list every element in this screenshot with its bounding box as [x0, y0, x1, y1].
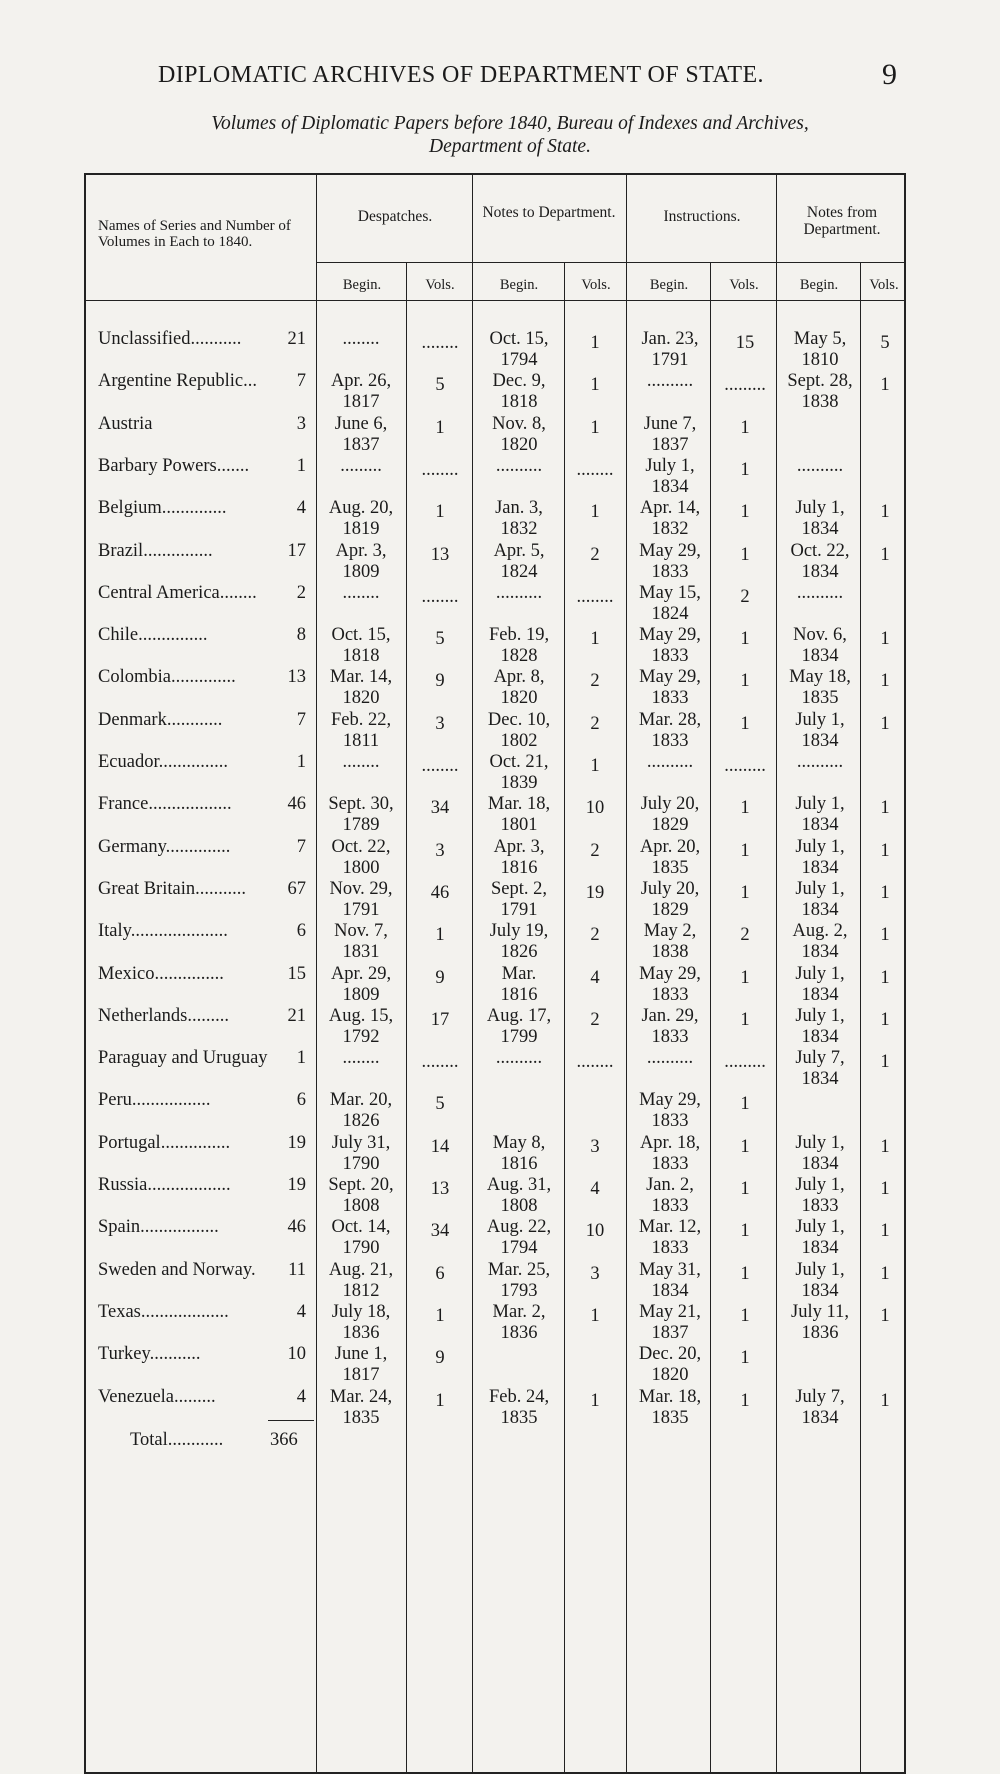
volume-count: 15 [287, 963, 306, 984]
notes-from-vols: 1 [880, 798, 890, 819]
notes-to-vols: 1 [590, 1305, 600, 1326]
notes-from-begin: .......... [796, 582, 844, 603]
instructions-begin: May 2, 1838 [643, 921, 697, 963]
instructions-vols: 1 [740, 671, 750, 692]
notes-to-vols: 2 [590, 544, 600, 565]
notes-from-begin: May 5, 1810 [793, 329, 847, 370]
despatches-begin: Apr. 3, 1809 [335, 540, 387, 582]
table-row [0, 1090, 1000, 1132]
instructions-vols: 1 [740, 1263, 750, 1284]
despatches-begin: Nov. 29, 1791 [329, 878, 393, 920]
despatches-vols: 6 [435, 1263, 445, 1284]
notes-to-begin: Nov. 8, 1820 [492, 413, 546, 455]
volume-count: 17 [287, 540, 306, 561]
despatches-vols: 3 [435, 840, 445, 861]
table-row [0, 1175, 1000, 1217]
instructions-begin: May 29, 1833 [639, 963, 701, 1005]
notes-to-vols: ........ [576, 586, 614, 607]
volume-count: 2 [296, 582, 306, 603]
notes-to-begin: Feb. 24, 1835 [488, 1386, 550, 1428]
caption-line-2: Department of State. [429, 136, 591, 157]
table-row [0, 371, 1000, 413]
instructions-vols: 1 [740, 417, 750, 438]
volume-count: 1 [296, 752, 306, 772]
despatches-vols: 34 [430, 1221, 450, 1242]
volume-count: 1 [296, 1048, 306, 1069]
instructions-vols: 1 [740, 544, 750, 565]
despatches-vols: 1 [435, 1390, 445, 1411]
despatches-vols: 5 [435, 375, 445, 396]
volume-count: 1 [296, 455, 306, 476]
notes-to-begin: Mar. 25, 1793 [487, 1259, 551, 1301]
instructions-vols: 1 [740, 713, 750, 734]
sub-vols: Vols. [581, 277, 611, 293]
notes-to-vols: 10 [585, 798, 605, 819]
volume-count: 7 [296, 709, 306, 730]
volume-count: 8 [296, 625, 306, 646]
notes-to-vols: ........ [576, 459, 614, 480]
table-row [0, 456, 1000, 498]
table-row [0, 1217, 1000, 1259]
instructions-begin: July 1, 1834 [645, 455, 695, 497]
instructions-begin: .......... [646, 371, 694, 392]
instructions-begin: Mar. 28, 1833 [638, 709, 702, 751]
notes-from-vols: 1 [880, 840, 890, 861]
notes-from-vols: 1 [880, 967, 890, 988]
series-label: Great Britain........... [98, 878, 246, 899]
notes-to-begin: July 19, 1826 [489, 921, 549, 963]
notes-from-vols: 1 [880, 882, 890, 903]
notes-from-vols: 1 [880, 1009, 890, 1030]
despatches-vols: 14 [430, 1136, 450, 1157]
despatches-begin: Sept. 30, 1789 [328, 794, 394, 836]
series-label: Paraguay and Uruguay [98, 1048, 268, 1069]
sub-vols: Vols. [425, 277, 455, 293]
table-row [0, 1048, 1000, 1090]
notes-to-begin: Aug. 22, 1794 [486, 1217, 552, 1259]
series-label: Denmark............ [98, 709, 223, 730]
series-label: Portugal............... [98, 1132, 231, 1153]
sub-vols: Vols. [729, 277, 759, 293]
volume-count: 7 [296, 371, 306, 392]
notes-from-begin: .......... [796, 455, 844, 476]
notes-from-vols: 1 [880, 1052, 890, 1073]
notes-to-begin: Sept. 2, 1791 [490, 878, 547, 920]
series-label: Netherlands......... [98, 1005, 230, 1026]
series-label: Ecuador............... [98, 752, 228, 772]
series-label: Mexico............... [98, 963, 224, 984]
volume-count: 21 [287, 329, 306, 349]
despatches-vols: 1 [435, 1305, 445, 1326]
series-label: Turkey........... [98, 1344, 201, 1365]
despatches-begin: June 1, 1817 [334, 1344, 388, 1386]
despatches-vols: ........ [421, 1052, 459, 1073]
table-row [0, 329, 1000, 371]
despatches-begin: Oct. 15, 1818 [331, 625, 391, 667]
notes-to-begin: May 8, 1816 [492, 1132, 546, 1174]
table-row [0, 498, 1000, 540]
rule-subheader [316, 262, 906, 263]
notes-to-begin: .......... [495, 582, 543, 603]
notes-from-begin: July 11, 1836 [791, 1301, 849, 1343]
caption-line-1: Volumes of Diplomatic Papers before 1840, Bureau of Indexes and Archives, [211, 113, 809, 134]
table-row [0, 1133, 1000, 1175]
table-row [0, 1344, 1000, 1386]
notes-to-begin: Dec. 9, 1818 [492, 371, 546, 413]
notes-to-vols: 2 [590, 925, 600, 946]
despatches-begin: July 31, 1790 [331, 1132, 391, 1174]
instructions-vols: 1 [740, 1390, 750, 1411]
despatches-begin: Sept. 20, 1808 [328, 1175, 394, 1216]
despatches-begin: Apr. 26, 1817 [330, 371, 392, 413]
page-number: 9 [882, 58, 897, 91]
notes-to-vols: 1 [590, 502, 600, 523]
series-label: Sweden and Norway. [98, 1259, 256, 1280]
series-label: Argentine Republic... [98, 371, 257, 392]
instructions-vols: 15 [735, 333, 755, 353]
notes-from-vols: 1 [880, 544, 890, 565]
table-caption [100, 112, 920, 158]
despatches-vols: 1 [435, 502, 445, 523]
despatches-vols: ........ [421, 459, 459, 480]
instructions-vols: 1 [740, 1136, 750, 1157]
instructions-begin: .......... [646, 1048, 694, 1069]
notes-to-vols: 3 [590, 1263, 600, 1284]
instructions-vols: 1 [740, 502, 750, 523]
despatches-vols: 1 [435, 417, 445, 438]
despatches-vols: 5 [435, 1094, 445, 1115]
notes-from-begin: Sept. 28, 1838 [787, 371, 853, 413]
despatches-begin: Mar. 14, 1820 [329, 667, 393, 709]
instructions-vols: 1 [740, 629, 750, 650]
notes-to-begin: Oct. 21, 1839 [489, 752, 549, 793]
notes-from-begin: July 1, 1834 [795, 878, 845, 920]
despatches-begin: ........ [342, 582, 380, 603]
despatches-vols: 17 [430, 1009, 450, 1030]
series-label: Unclassified........... [98, 329, 242, 349]
series-label: Venezuela......... [98, 1386, 216, 1407]
despatches-vols: 9 [435, 967, 445, 988]
instructions-vols: 1 [740, 1348, 750, 1369]
table-row [0, 625, 1000, 667]
notes-to-vols: 1 [590, 375, 600, 396]
instructions-begin: May 29, 1833 [639, 540, 701, 582]
instructions-vols: 1 [740, 798, 750, 819]
despatches-vols: 3 [435, 713, 445, 734]
instructions-vols: 1 [740, 1305, 750, 1326]
instructions-begin: Jan. 23, 1791 [641, 329, 699, 370]
notes-from-vols: 1 [880, 1221, 890, 1242]
notes-to-vols: 4 [590, 1179, 600, 1199]
notes-from-begin: July 1, 1833 [795, 1175, 845, 1216]
notes-to-begin: Aug. 31, 1808 [486, 1175, 552, 1216]
volume-count: 7 [296, 836, 306, 857]
notes-to-vols: 2 [590, 1009, 600, 1030]
notes-to-vols: 2 [590, 713, 600, 734]
table-row [0, 964, 1000, 1006]
notes-from-begin: July 1, 1834 [795, 1132, 845, 1174]
volume-count: 19 [287, 1175, 306, 1195]
despatches-vols: 9 [435, 671, 445, 692]
names-column-header: Names of Series and Number of Volumes in Each to 1840. [98, 218, 291, 250]
instructions-begin: July 20, 1829 [640, 878, 700, 920]
notes-from-vols: 1 [880, 502, 890, 523]
notes-to-begin: Mar. 18, 1801 [487, 794, 551, 836]
rule-header-bottom [86, 300, 906, 301]
notes-to-vols: 1 [590, 629, 600, 650]
instructions-begin: .......... [646, 752, 694, 772]
instructions-vols: 1 [740, 1179, 750, 1199]
instructions-vols: ......... [724, 375, 766, 396]
volume-count: 46 [287, 794, 306, 815]
table-row [0, 667, 1000, 709]
notes-from-vols: 1 [880, 1390, 890, 1411]
running-title: DIPLOMATIC ARCHIVES OF DEPARTMENT OF STATE. [158, 62, 764, 88]
notes-from-vols: 1 [880, 1263, 890, 1284]
despatches-vols: ........ [421, 586, 459, 607]
volume-count: 13 [287, 667, 306, 688]
volume-count: 46 [287, 1217, 306, 1238]
instructions-begin: Jan. 29, 1833 [641, 1005, 699, 1047]
table-row [0, 541, 1000, 583]
notes-from-begin: July 1, 1834 [795, 1217, 845, 1259]
despatches-begin: Apr. 29, 1809 [330, 963, 392, 1005]
notes-from-begin: July 1, 1834 [795, 709, 845, 751]
volume-count: 67 [287, 878, 306, 899]
table-row [0, 879, 1000, 921]
instructions-vols: 1 [740, 1094, 750, 1115]
despatches-begin: Mar. 20, 1826 [329, 1090, 393, 1132]
series-label: Austria [98, 413, 153, 434]
despatches-begin: ........ [342, 329, 380, 349]
volume-count: 10 [287, 1344, 306, 1365]
despatches-begin: ........ [342, 1048, 380, 1069]
notes-to-begin: .......... [495, 455, 543, 476]
volume-count: 4 [296, 1301, 306, 1322]
despatches-begin: Nov. 7, 1831 [334, 921, 388, 963]
despatches-begin: Aug. 15, 1792 [328, 1005, 394, 1047]
despatches-begin: ........ [342, 752, 380, 772]
instructions-begin: June 7, 1837 [643, 413, 697, 455]
instructions-begin: July 20, 1829 [640, 794, 700, 836]
notes-from-begin: Nov. 6, 1834 [793, 625, 847, 667]
instructions-begin: Apr. 20, 1835 [639, 836, 701, 878]
header-notes-from: Notes from Department. [803, 204, 881, 238]
notes-to-begin: Jan. 3, 1832 [495, 498, 543, 540]
instructions-vols: 1 [740, 459, 750, 480]
series-label: Spain................. [98, 1217, 219, 1238]
header-instructions: Instructions. [663, 208, 741, 225]
sub-begin: Begin. [342, 277, 382, 293]
despatches-begin: Mar. 24, 1835 [329, 1386, 393, 1428]
instructions-vols: 2 [740, 586, 750, 607]
table-row [0, 1006, 1000, 1048]
notes-to-vols: 19 [585, 882, 605, 903]
despatches-vols: ........ [421, 756, 459, 776]
table-row [0, 1387, 1000, 1429]
series-label: Central America........ [98, 582, 257, 603]
instructions-vols: 1 [740, 840, 750, 861]
volume-count: 6 [296, 921, 306, 942]
instructions-vols: 1 [740, 967, 750, 988]
instructions-begin: Apr. 18, 1833 [639, 1132, 701, 1174]
sub-begin: Begin. [799, 277, 839, 293]
notes-from-begin: Aug. 2, 1834 [792, 921, 848, 963]
notes-to-begin: Aug. 17, 1799 [486, 1005, 552, 1047]
instructions-begin: May 15, 1824 [639, 582, 701, 624]
notes-to-vols: 3 [590, 1136, 600, 1157]
notes-to-vols: 10 [585, 1221, 605, 1242]
despatches-vols: 34 [430, 798, 450, 819]
notes-to-vols: 4 [590, 967, 600, 988]
table-row [0, 921, 1000, 963]
notes-from-begin: July 1, 1834 [795, 1005, 845, 1047]
instructions-vols: 1 [740, 1221, 750, 1242]
table-row [0, 794, 1000, 836]
sub-vols: Vols. [869, 277, 899, 293]
volume-count: 19 [287, 1132, 306, 1153]
table-row [0, 837, 1000, 879]
notes-to-vols: 1 [590, 1390, 600, 1411]
despatches-vols: 46 [430, 882, 450, 903]
despatches-vols: 9 [435, 1348, 445, 1369]
sub-begin: Begin. [499, 277, 539, 293]
notes-from-begin: July 1, 1834 [795, 794, 845, 836]
instructions-begin: Jan. 2, 1833 [646, 1175, 694, 1216]
instructions-begin: Mar. 12, 1833 [638, 1217, 702, 1259]
notes-to-vols: 2 [590, 671, 600, 692]
notes-to-vols: 1 [590, 333, 600, 353]
instructions-begin: Dec. 20, 1820 [638, 1344, 702, 1386]
notes-to-begin: Feb. 19, 1828 [488, 625, 550, 667]
notes-from-begin: July 1, 1834 [795, 1259, 845, 1301]
instructions-begin: May 31, 1834 [639, 1259, 701, 1301]
series-label: Barbary Powers....... [98, 455, 250, 476]
despatches-begin: Aug. 20, 1819 [328, 498, 394, 540]
notes-to-begin: .......... [495, 1048, 543, 1069]
notes-from-vols: 1 [880, 1305, 890, 1326]
series-label: Italy..................... [98, 921, 228, 942]
volume-count: 6 [296, 1090, 306, 1111]
table-row [0, 414, 1000, 456]
notes-from-begin: Oct. 22, 1834 [790, 540, 850, 582]
notes-from-vols: 1 [880, 375, 890, 396]
notes-to-begin: Mar. 1816 [500, 963, 538, 1005]
total-value: 366 [270, 1430, 298, 1450]
total-label: Total............ [130, 1430, 224, 1450]
series-label: Brazil............... [98, 540, 213, 561]
header-notes-to: Notes to Department. [482, 204, 616, 221]
despatches-vols: ........ [421, 333, 459, 353]
notes-from-vols: 1 [880, 925, 890, 946]
instructions-begin: May 29, 1833 [639, 625, 701, 667]
notes-to-begin: Dec. 10, 1802 [487, 709, 551, 751]
series-label: Texas................... [98, 1301, 229, 1322]
notes-to-vols: 2 [590, 840, 600, 861]
table-row [0, 710, 1000, 752]
series-label: Peru................. [98, 1090, 211, 1111]
volume-count: 4 [296, 1386, 306, 1407]
instructions-begin: May 21, 1837 [639, 1301, 701, 1343]
despatches-begin: Feb. 22, 1811 [330, 709, 392, 751]
despatches-begin: July 18, 1836 [331, 1301, 391, 1343]
volume-count: 4 [296, 498, 306, 519]
notes-from-vols: 1 [880, 671, 890, 692]
despatches-begin: June 6, 1837 [334, 413, 388, 455]
total-row [0, 1430, 1000, 1460]
instructions-begin: May 29, 1833 [639, 1090, 701, 1132]
instructions-vols: ......... [724, 1052, 766, 1073]
series-label: France.................. [98, 794, 232, 815]
series-label: Colombia.............. [98, 667, 236, 688]
table-row [0, 583, 1000, 625]
notes-from-begin: .......... [796, 752, 844, 772]
despatches-begin: Aug. 21, 1812 [328, 1259, 394, 1301]
instructions-begin: Mar. 18, 1835 [638, 1386, 702, 1428]
notes-from-begin: July 1, 1834 [795, 836, 845, 878]
notes-to-begin: Apr. 8, 1820 [493, 667, 545, 709]
series-label: Russia.................. [98, 1175, 231, 1195]
notes-to-begin: Oct. 15, 1794 [489, 329, 549, 370]
instructions-vols: 2 [740, 925, 750, 946]
notes-from-vols: 1 [880, 1179, 890, 1199]
notes-from-vols: 5 [880, 333, 890, 353]
sub-begin: Begin. [649, 277, 689, 293]
instructions-begin: Apr. 14, 1832 [639, 498, 701, 540]
notes-from-begin: May 18, 1835 [789, 667, 851, 709]
header-despatches: Despatches. [357, 208, 433, 225]
despatches-vols: 1 [435, 925, 445, 946]
table-row [0, 1260, 1000, 1302]
despatches-begin: Oct. 22, 1800 [331, 836, 391, 878]
notes-to-vols: 1 [590, 756, 600, 776]
series-label: Germany.............. [98, 836, 231, 857]
instructions-begin: May 29, 1833 [639, 667, 701, 709]
notes-to-vols: ........ [576, 1052, 614, 1073]
volume-count: 3 [296, 413, 306, 434]
instructions-vols: ......... [724, 756, 766, 776]
volume-count: 21 [287, 1005, 306, 1026]
volume-count: 11 [288, 1259, 306, 1280]
instructions-vols: 1 [740, 882, 750, 903]
table-row [0, 1302, 1000, 1344]
despatches-begin: ......... [340, 455, 382, 476]
series-label: Belgium.............. [98, 498, 227, 519]
notes-from-begin: July 1, 1834 [795, 963, 845, 1005]
notes-from-begin: July 7, 1834 [795, 1386, 845, 1428]
notes-from-vols: 1 [880, 1136, 890, 1157]
despatches-vols: 5 [435, 629, 445, 650]
notes-from-vols: 1 [880, 713, 890, 734]
instructions-vols: 1 [740, 1009, 750, 1030]
notes-from-begin: July 7, 1834 [795, 1048, 845, 1090]
notes-to-begin: Mar. 2, 1836 [492, 1301, 546, 1343]
notes-to-begin: Apr. 3, 1816 [493, 836, 545, 878]
notes-from-vols: 1 [880, 629, 890, 650]
series-label: Chile............... [98, 625, 208, 646]
notes-from-begin: July 1, 1834 [795, 498, 845, 540]
notes-to-vols: 1 [590, 417, 600, 438]
despatches-vols: 13 [430, 1179, 450, 1199]
table-row [0, 752, 1000, 794]
despatches-begin: Oct. 14, 1790 [331, 1217, 391, 1259]
notes-to-begin: Apr. 5, 1824 [493, 540, 545, 582]
despatches-vols: 13 [430, 544, 450, 565]
page-header [0, 58, 1000, 102]
